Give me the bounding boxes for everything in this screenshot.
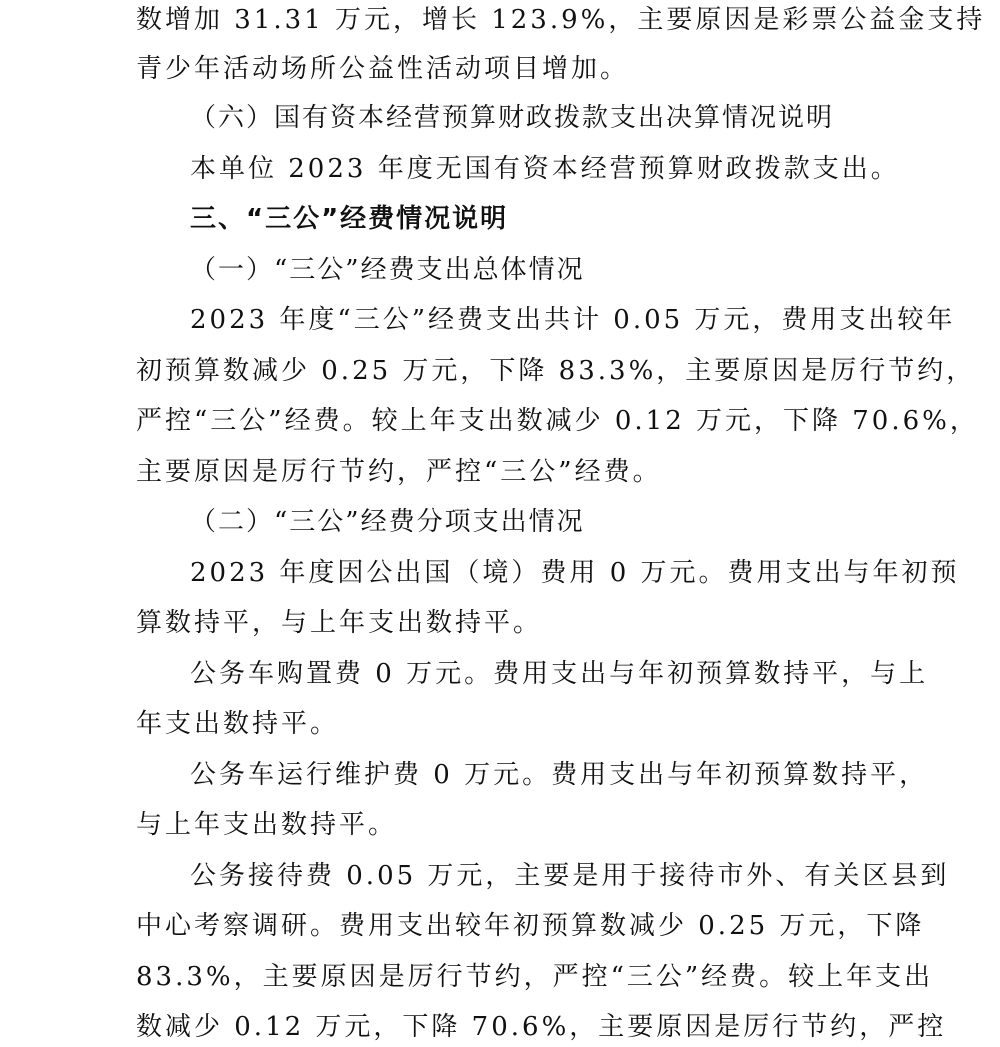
paragraph-line: 与上年支出数持平。	[136, 810, 398, 840]
paragraph-line: 83.3%，主要原因是厉行节约，严控“三公”经费。较上年支出	[136, 962, 934, 992]
paragraph-line: 算数持平，与上年支出数持平。	[136, 608, 543, 638]
subsection-heading: （二）“三公”经费分项支出情况	[190, 507, 585, 537]
paragraph-line: 数增加 31.31 万元，增长 123.9%，主要原因是彩票公益金支持	[136, 5, 986, 35]
paragraph-line: 2023 年度因公出国（境）费用 0 万元。费用支出与年初预	[190, 558, 960, 588]
paragraph-line: 2023 年度“三公”经费支出共计 0.05 万元，费用支出较年	[190, 305, 956, 335]
paragraph-line: 公务接待费 0.05 万元，主要是用于接待市外、有关区县到	[190, 861, 950, 891]
paragraph-line: 严控“三公”经费。较上年支出数减少 0.12 万元，下降 70.6%，	[136, 406, 979, 436]
paragraph-line: 初预算数减少 0.25 万元，下降 83.3%，主要原因是厉行节约，	[136, 356, 976, 386]
section-heading: 三、“三公”经费情况说明	[190, 204, 509, 234]
paragraph-line: 本单位 2023 年度无国有资本经营预算财政拨款支出。	[190, 154, 900, 184]
paragraph-line: 主要原因是厉行节约，严控“三公”经费。	[136, 457, 662, 487]
paragraph-line: 公务车运行维护费 0 万元。费用支出与年初预算数持平，	[190, 760, 929, 790]
paragraph-line: 中心考察调研。费用支出较年初预算数减少 0.25 万元，下降	[136, 911, 925, 941]
subsection-heading: （六）国有资本经营预算财政拨款支出决算情况说明	[190, 103, 835, 133]
paragraph-line: 年支出数持平。	[136, 709, 340, 739]
subsection-heading: （一）“三公”经费支出总体情况	[190, 255, 585, 285]
paragraph-line: 青少年活动场所公益性活动项目增加。	[136, 54, 630, 84]
paragraph-line: 公务车购置费 0 万元。费用支出与年初预算数持平，与上	[190, 659, 929, 689]
paragraph-line: 数减少 0.12 万元，下降 70.6%，主要原因是厉行节约，严控	[136, 1012, 947, 1042]
